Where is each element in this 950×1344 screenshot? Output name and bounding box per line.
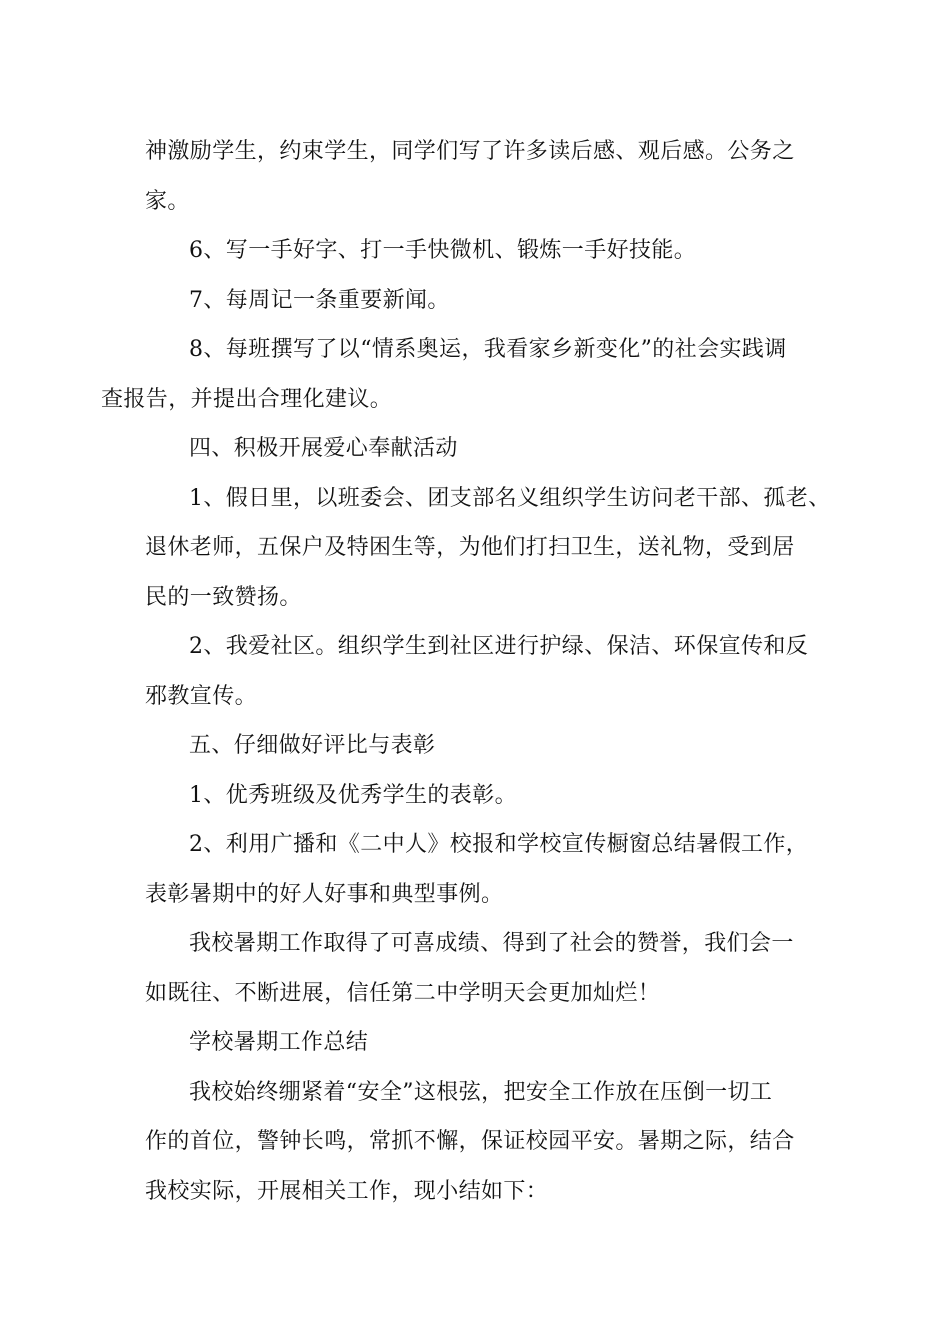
text-line: 6、写一手好字、打一手快微机、锻炼一手好技能。 [189, 238, 697, 263]
text-line-continuation: 邪教宣传。 [145, 683, 258, 709]
text-line: 我校暑期工作取得了可喜成绩、得到了社会的赞誉，我们会一 [189, 931, 794, 956]
section-heading: 五、仔细做好评比与表彰 [189, 733, 436, 758]
text-line: 1、优秀班级及优秀学生的表彰。 [189, 782, 517, 808]
text-line-continuation: 退休老师，五保户及特困生等，为他们打扫卫生，送礼物，受到居 [145, 535, 795, 560]
paragraph-11 [145, 919, 825, 1018]
text-line-continuation: 民的一致赞扬。 [145, 584, 302, 610]
document-body [101, 127, 831, 1216]
paragraph-1 [145, 127, 825, 226]
section-heading-4 [145, 424, 825, 474]
text-line: 神激励学生，约束学生，同学们写了许多读后感、观后感。公务之 [145, 139, 795, 164]
paragraph-2 [145, 226, 825, 276]
text-line: 8、每班撰写了以“情系奥运，我看家乡新变化”的社会实践调 [189, 337, 787, 362]
text-line: 我校始终绷紧着“安全”这根弦，把安全工作放在压倒一切工 [189, 1079, 773, 1105]
text-line-continuation: 作的首位，警钟长鸣，常抓不懈，保证校园平安。暑期之际，结合 [145, 1129, 795, 1154]
paragraph-10 [145, 820, 825, 919]
document-subtitle: 学校暑期工作总结 [189, 1030, 369, 1055]
text-line-continuation: 表彰暑期中的好人好事和典型事例。 [145, 881, 504, 907]
text-line-continuation: 我校实际，开展相关工作，现小结如下： [145, 1178, 549, 1204]
text-line-continuation: 查报告，并提出合理化建议。 [101, 386, 393, 412]
text-line: 2、利用广播和《二中人》校报和学校宣传橱窗总结暑假工作， [189, 832, 809, 857]
text-line: 1、假日里，以班委会、团支部名义组织学生访问老干部、孤老、 [189, 485, 831, 511]
text-line-continuation: 如既往、不断进展，信任第二中学明天会更加灿烂！ [145, 980, 661, 1006]
text-line: 2、我爱社区。组织学生到社区进行护绿、保洁、环保宣传和反 [189, 634, 809, 659]
paragraph-13 [145, 1068, 825, 1217]
text-line: 7、每周记一条重要新闻。 [189, 287, 450, 313]
subtitle-paragraph [145, 1018, 825, 1068]
paragraph-4 [101, 325, 825, 424]
paragraph-7 [145, 622, 825, 721]
paragraph-3 [145, 276, 825, 326]
text-line: 家。 [145, 188, 190, 214]
paragraph-9 [145, 771, 825, 821]
section-heading: 四、积极开展爱心奉献活动 [189, 436, 458, 461]
section-heading-5 [145, 721, 825, 771]
paragraph-6 [145, 474, 831, 623]
